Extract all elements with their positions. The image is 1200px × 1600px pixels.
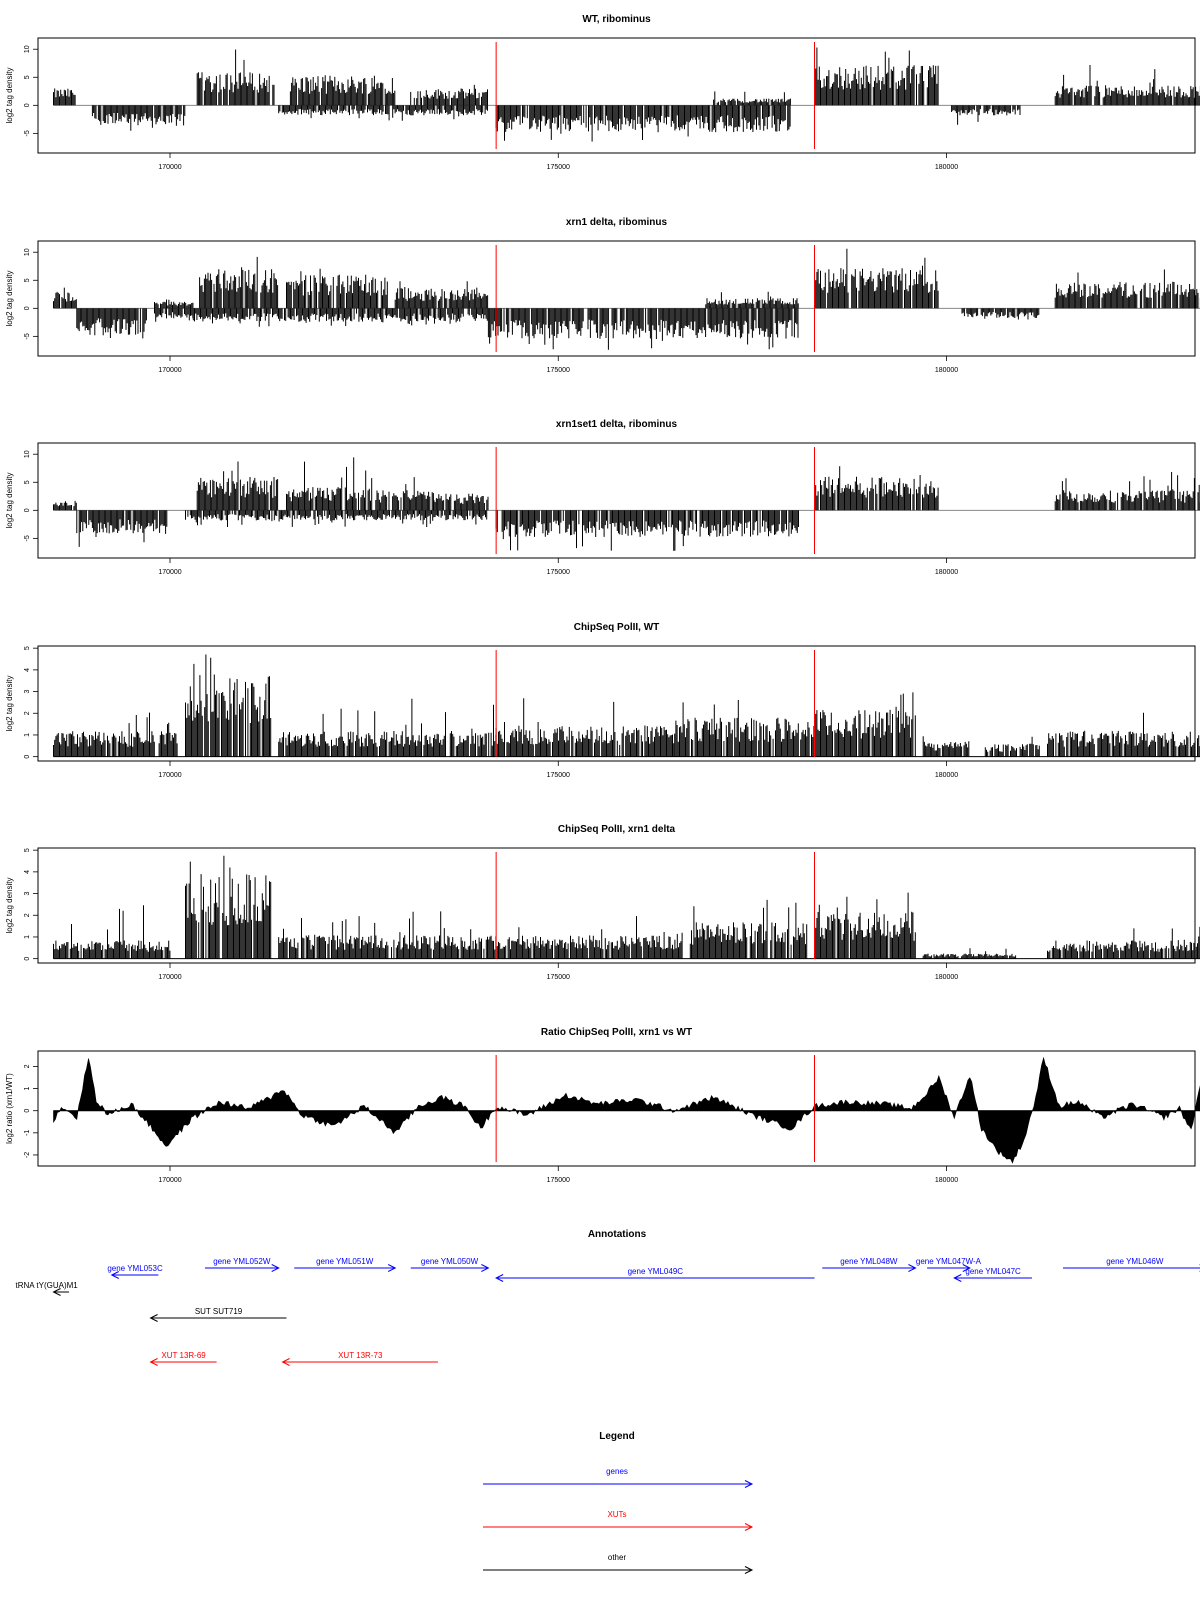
annotations-title: Annotations [587, 1229, 647, 1240]
signal-segment [193, 308, 487, 326]
legend-arrow [483, 1467, 752, 1488]
x-tick-label: 170000 [158, 569, 182, 576]
feature-arrow [151, 1351, 217, 1366]
y-tick-label: -2 [24, 1151, 31, 1159]
signal-bars [54, 48, 1200, 142]
track-panel [5, 419, 1200, 576]
y-tick-label: 4 [24, 869, 31, 874]
y-tick-label: 5 [24, 75, 31, 80]
legend-label: other [607, 1553, 627, 1562]
y-tick-label: 4 [24, 667, 31, 672]
feature-arrow [411, 1257, 489, 1272]
signal-segment [1048, 927, 1200, 959]
annotations-panel [16, 1229, 1200, 1366]
signal-segment [923, 736, 969, 757]
signal-segment [488, 308, 798, 349]
signal-bars [54, 856, 1200, 959]
y-tick-label: 3 [24, 891, 31, 896]
signal-segment [186, 510, 487, 527]
x-tick-label: 180000 [934, 772, 959, 779]
legend-arrow [483, 1553, 752, 1574]
signal-segment [54, 713, 178, 757]
signal-segment [54, 905, 170, 959]
y-axis-label: log2 tag density [5, 472, 14, 529]
feature-label: XUT 13R-73 [338, 1351, 383, 1360]
feature-label: gene YML050W [420, 1257, 479, 1266]
signal-segment [290, 75, 394, 105]
feature-arrow [1063, 1257, 1200, 1272]
legend-arrow [483, 1510, 752, 1531]
y-tick-label: 1 [24, 733, 31, 737]
signal-bars [54, 655, 1200, 757]
y-tick-label: 2 [24, 1064, 31, 1069]
feature-label: SUT SUT719 [194, 1307, 243, 1316]
y-axis-label: log2 tag density [5, 270, 14, 327]
y-tick-label: 0 [24, 306, 31, 311]
x-tick-label: 175000 [546, 772, 570, 779]
signal-segment [962, 308, 1039, 319]
feature-arrow [151, 1307, 287, 1322]
signal-segment [675, 700, 814, 757]
signal-segment [434, 494, 488, 511]
feature-arrow [16, 1281, 79, 1296]
signal-segment [496, 916, 682, 959]
track-panel [5, 824, 1200, 981]
x-tick-label: 180000 [934, 1177, 959, 1184]
track-panels [5, 14, 1200, 1184]
x-tick-label: 175000 [546, 974, 570, 981]
signal-segment [287, 457, 372, 510]
feature-label: gene YML047W-A [915, 1257, 981, 1266]
signal-segment [815, 692, 916, 756]
signal-segment [197, 50, 274, 106]
signal-segment [985, 737, 1039, 757]
feature-label: gene YML053C [107, 1264, 163, 1273]
y-tick-label: -1 [24, 1129, 31, 1136]
y-axis-label: log2 tag density [5, 877, 14, 934]
y-tick-label: 2 [24, 913, 31, 918]
signal-segment [279, 911, 496, 958]
feature-arrow [283, 1351, 438, 1366]
feature-arrow [107, 1264, 163, 1279]
track-panel [5, 14, 1200, 171]
y-tick-label: -5 [24, 535, 31, 542]
signal-bars [54, 249, 1200, 350]
signal-segment [92, 105, 184, 130]
signal-segment [1048, 713, 1200, 757]
legend-label: genes [606, 1467, 628, 1476]
y-tick-label: 1 [24, 935, 31, 939]
x-tick-label: 180000 [934, 974, 959, 981]
y-tick-label: 0 [24, 754, 31, 759]
panel-title: xrn1 delta, ribominus [565, 217, 668, 228]
signal-segment [155, 308, 193, 322]
signal-segment [496, 698, 674, 757]
signal-segment [54, 89, 76, 106]
signal-segment [952, 105, 1020, 124]
y-tick-label: 0 [24, 508, 31, 513]
y-tick-label: 1 [24, 1086, 31, 1091]
signal-segment [496, 105, 790, 141]
signal-segment [287, 269, 388, 309]
signal-segment [200, 257, 278, 308]
y-tick-label: 2 [24, 711, 31, 716]
panel-title: ChipSeq PolII, WT [573, 622, 660, 633]
y-tick-label: 0 [24, 1108, 31, 1113]
feature-arrow [205, 1257, 279, 1272]
signal-segment [815, 249, 939, 308]
x-tick-label: 175000 [546, 164, 570, 171]
signal-segment [1055, 472, 1200, 510]
signal-segment [376, 477, 434, 510]
panel-title: xrn1set1 delta, ribominus [555, 419, 678, 430]
feature-label: XUT 13R-69 [161, 1351, 206, 1360]
y-tick-label: -5 [24, 333, 31, 340]
y-tick-label: 5 [24, 646, 31, 651]
signal-segment [815, 893, 916, 959]
track-panel [5, 1027, 1200, 1184]
signal-segment [714, 91, 791, 105]
panel-title: ChipSeq PolII, xrn1 delta [557, 824, 676, 835]
annotation-features [16, 1257, 1200, 1366]
signal-segment [155, 300, 193, 309]
x-tick-label: 180000 [934, 367, 959, 374]
y-tick-label: 3 [24, 689, 31, 694]
signal-segment [186, 655, 271, 757]
y-tick-label: 5 [24, 278, 31, 283]
panel-title: WT, ribominus [582, 14, 651, 25]
legend-label: XUTs [607, 1510, 627, 1519]
legend-items [483, 1467, 752, 1574]
signal-segment [279, 699, 496, 757]
signal-bars [54, 457, 1200, 550]
feature-label: gene YML048W [840, 1257, 898, 1266]
signal-segment [706, 292, 798, 309]
panel-title: Ratio ChipSeq PolII, xrn1 vs WT [540, 1027, 693, 1038]
track-panel [5, 217, 1200, 374]
signal-segment [279, 105, 488, 121]
x-tick-label: 170000 [158, 1177, 182, 1184]
y-tick-label: 0 [24, 956, 31, 961]
y-tick-label: 10 [24, 45, 31, 54]
x-tick-label: 175000 [546, 367, 570, 374]
signal-segment [690, 900, 806, 959]
signal-segment [496, 510, 798, 551]
y-axis-label: log2 tag density [5, 67, 14, 124]
signal-segment [54, 501, 77, 510]
feature-label: gene YML049C [627, 1267, 684, 1276]
feature-arrow [954, 1267, 1032, 1282]
signal-segment [77, 308, 147, 338]
signal-segment [197, 462, 277, 511]
x-tick-label: 175000 [546, 1177, 570, 1184]
feature-label: gene YML047C [965, 1267, 1021, 1276]
signal-segment [815, 48, 939, 106]
x-tick-label: 170000 [158, 772, 182, 779]
y-axis-label: log2 ratio (xrn1/WT) [5, 1073, 14, 1144]
x-tick-label: 175000 [546, 569, 570, 576]
signal-segment [77, 510, 167, 547]
y-tick-label: 0 [24, 103, 31, 108]
signal-segment [54, 288, 77, 309]
y-tick-label: 5 [24, 480, 31, 485]
track-panel [5, 622, 1200, 779]
feature-label: gene YML051W [316, 1257, 374, 1266]
x-tick-label: 180000 [934, 164, 959, 171]
x-tick-label: 170000 [158, 164, 182, 171]
feature-arrow [496, 1267, 814, 1282]
feature-label: gene YML052W [213, 1257, 271, 1266]
feature-label: tRNA tY(GUA)M1 [15, 1281, 78, 1290]
signal-segment [923, 948, 1015, 959]
x-tick-label: 170000 [158, 367, 182, 374]
legend-panel [483, 1431, 752, 1574]
y-tick-label: 5 [24, 848, 31, 853]
y-axis-label: log2 tag density [5, 675, 14, 732]
legend-title: Legend [599, 1431, 635, 1442]
y-tick-label: 10 [24, 248, 31, 257]
y-tick-label: 10 [24, 450, 31, 459]
signal-segment [395, 281, 487, 308]
feature-arrow [822, 1257, 915, 1272]
y-tick-label: -5 [24, 130, 31, 137]
signal-segment [815, 466, 939, 510]
feature-label: gene YML046W [1106, 1257, 1164, 1266]
signal-segment [411, 85, 488, 105]
x-tick-label: 170000 [158, 974, 182, 981]
feature-arrow [294, 1257, 395, 1272]
signal-segment [186, 856, 271, 959]
x-tick-label: 180000 [934, 569, 959, 576]
signal-segment [1055, 65, 1200, 105]
signal-segment [1055, 270, 1200, 309]
